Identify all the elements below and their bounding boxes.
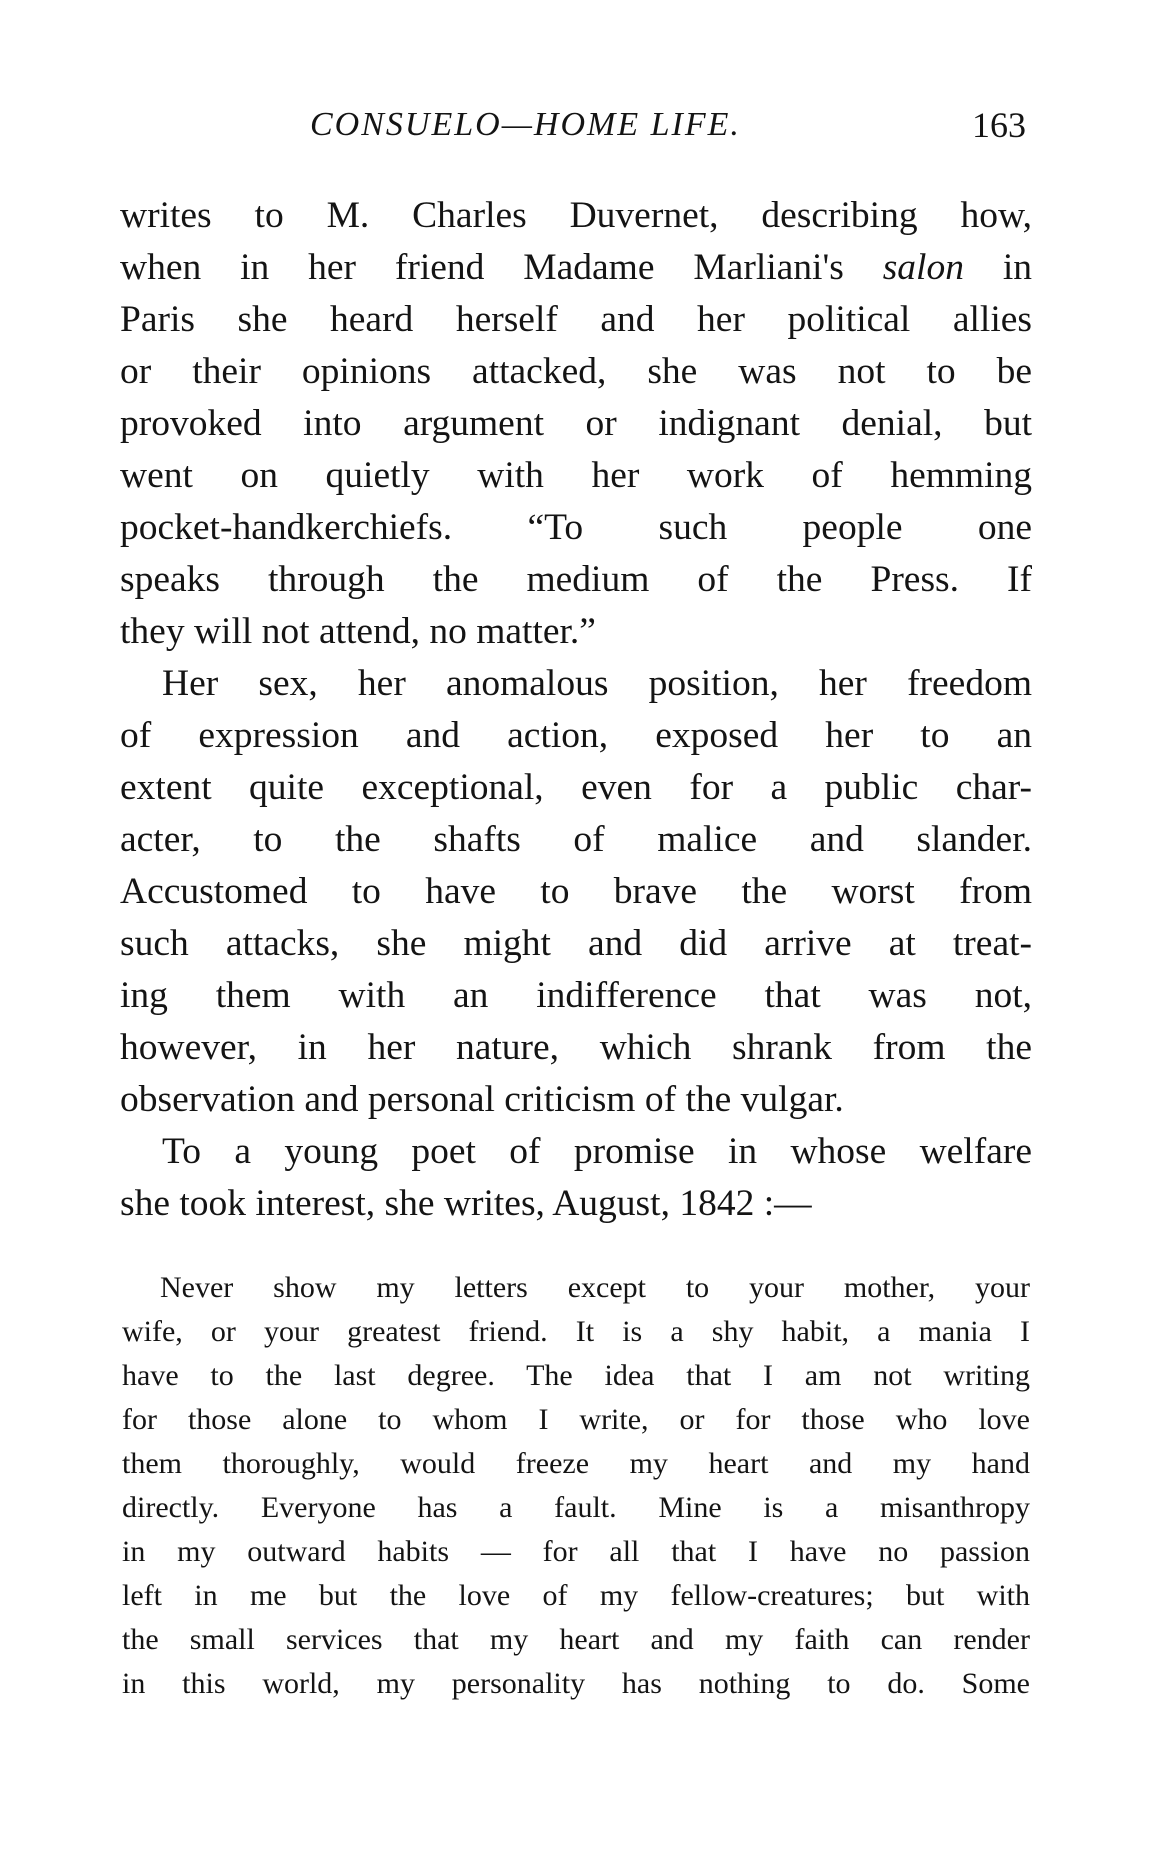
quote-line: left in me but the love of my fellow-creatures; but with (122, 1579, 1030, 1612)
text-line: provoked into argument or indignant denial, but (120, 403, 1032, 444)
text-line: ing them with an indifference that was not, (120, 975, 1032, 1016)
paragraph-start-line: To a young poet of promise in whose welfare (162, 1131, 1032, 1172)
text-line: or their opinions attacked, she was not to be (120, 351, 1032, 392)
text-line: of expression and action, exposed her to an (120, 715, 1032, 756)
quote-line: the small services that my heart and my faith can render (122, 1623, 1030, 1656)
text-segment: when in her friend Madame Marliani's (120, 247, 844, 288)
quote-line: them thoroughly, would freeze my heart and my hand (122, 1447, 1030, 1480)
text-line: Accustomed to have to brave the worst from (120, 871, 1032, 912)
text-line: went on quietly with her work of hemming (120, 455, 1032, 496)
text-line: extent quite exceptional, even for a public char- (120, 767, 1032, 808)
quote-line: wife, or your greatest friend. It is a shy habit, a mania I (122, 1315, 1030, 1348)
text-line (120, 242, 1032, 294)
text-line: writes to M. Charles Duvernet, describing how, (120, 195, 1032, 236)
text-line: acter, to the shafts of malice and slander. (120, 819, 1032, 860)
quote-line: directly. Everyone has a fault. Mine is a misanthropy (122, 1491, 1030, 1524)
text-line: Paris she heard herself and her political allies (120, 299, 1032, 340)
italic-word: salon (882, 247, 964, 288)
text-line: observation and personal criticism of the vulgar. (120, 1079, 844, 1120)
text-line: however, in her nature, which shrank from the (120, 1027, 1032, 1068)
text-line: speaks through the medium of the Press. If (120, 559, 1032, 600)
paragraph-start-line: Her sex, her anomalous position, her freedom (162, 663, 1032, 704)
page-number: 163 (972, 105, 1026, 145)
text-line: pocket-handkerchiefs. “To such people one (120, 507, 1032, 548)
quote-line: for those alone to whom I write, or for those who love (122, 1403, 1030, 1436)
quote-line: in my outward habits — for all that I have no passion (122, 1535, 1030, 1568)
quote-line: in this world, my personality has nothing to do. Some (122, 1667, 1030, 1700)
text-segment: in (1002, 247, 1032, 288)
quote-line: have to the last degree. The idea that I am not writing (122, 1359, 1030, 1392)
text-line: she took interest, she writes, August, 1842 :— (120, 1183, 812, 1224)
text-line: such attacks, she might and did arrive at treat- (120, 923, 1032, 964)
text-line: they will not attend, no matter.” (120, 611, 596, 652)
page-header (120, 100, 1032, 156)
block-quote (122, 1266, 1030, 1706)
body-text (120, 190, 1032, 1230)
running-title: CONSUELO—HOME LIFE. (310, 106, 741, 143)
quote-line: Never show my letters except to your mother, your (160, 1271, 1030, 1304)
